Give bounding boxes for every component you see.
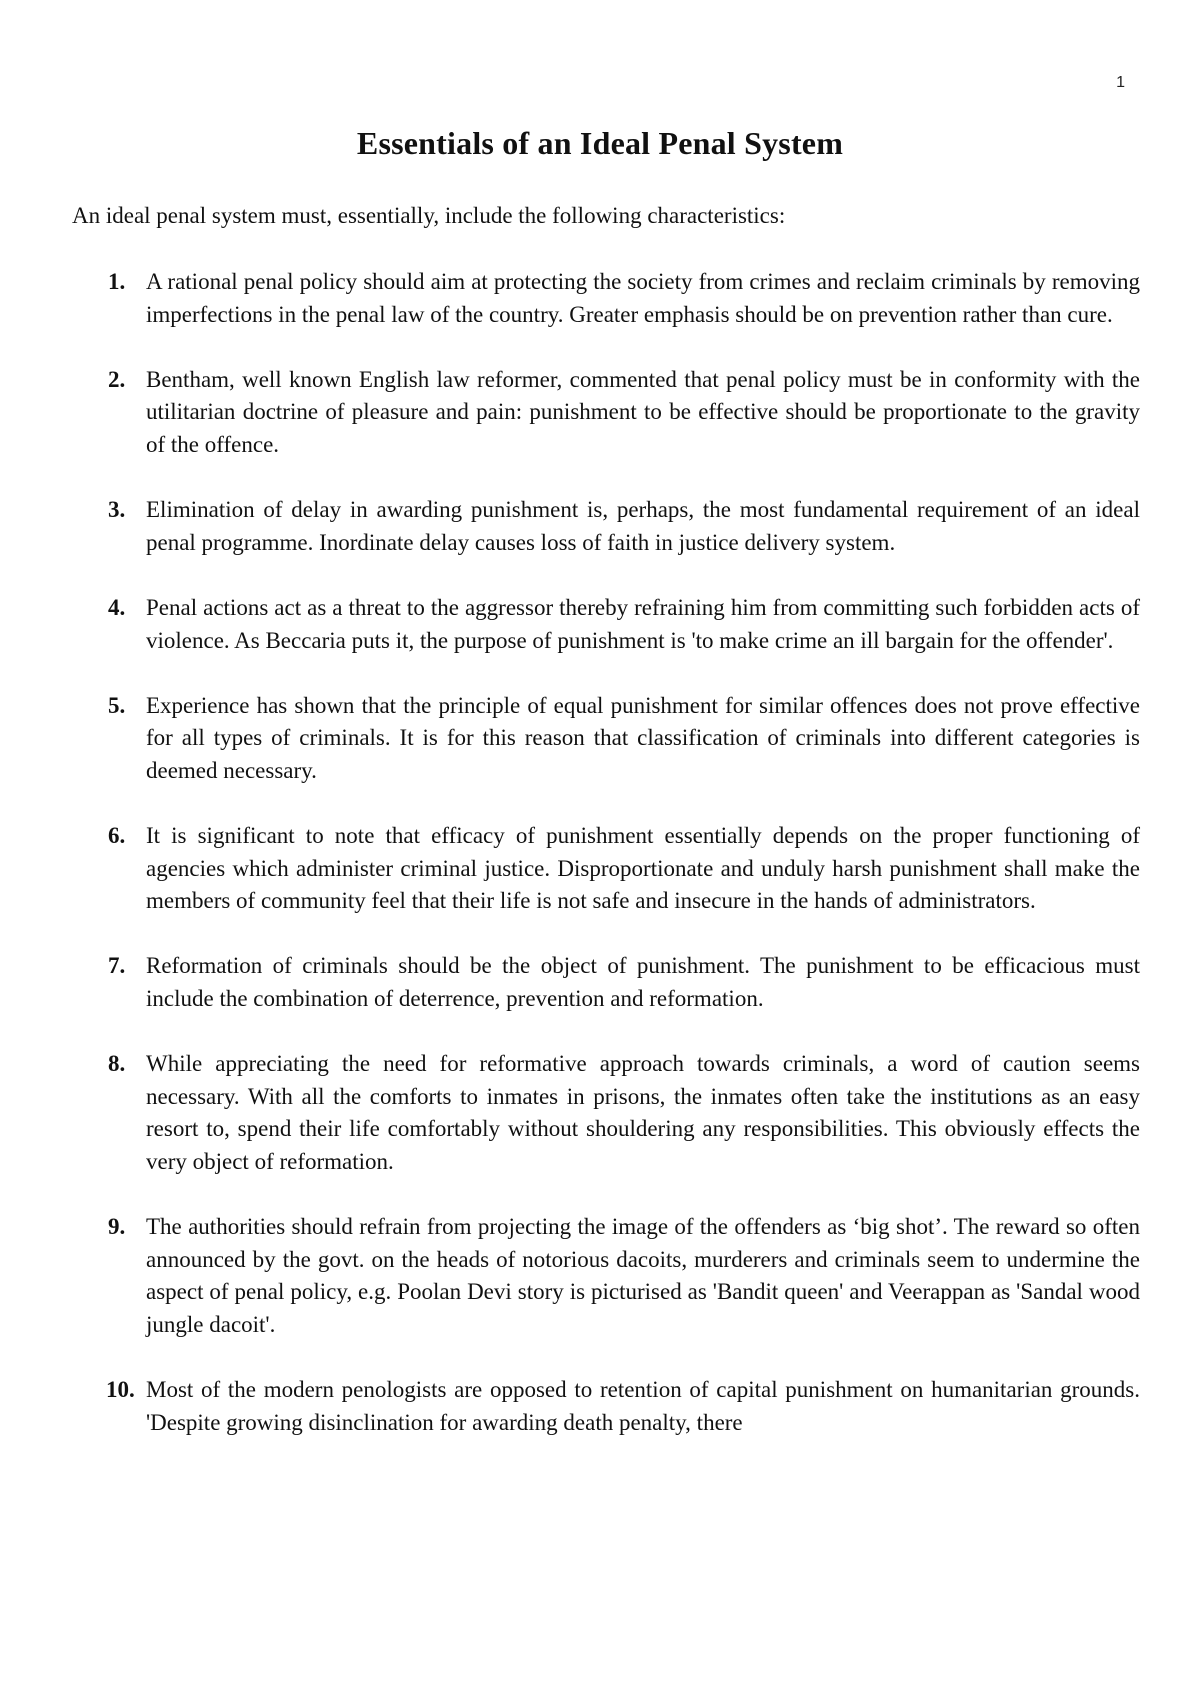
list-item [72,494,1140,559]
item-number: 2. [108,366,126,392]
list-item [72,266,1140,331]
item-text: It is significant to note that efficacy of punishment essentially depends on the proper functioning of agencies which administer criminal justice. Disproportionate and unduly harsh punishment shall make the members of community feel that their life is not safe and insecure in the hands of administrators. [146,823,1140,914]
item-number: 3. [108,497,126,523]
item-number: 4. [108,594,126,620]
item-text: Bentham, well known English law reformer, commented that penal policy must be in conformity with the utilitarian doctrine of pleasure and pain: punishment to be effective should be proportionate to the gravity of the offence. [146,366,1140,457]
item-number: 6. [108,823,126,849]
list-item [72,1374,1140,1439]
item-text: While appreciating the need for reformative approach towards criminals, a word of caution seems necessary. With all the comforts to inmates in prisons, the inmates often take the institutions as an easy resort to, spend their life comfortably without shouldering any responsibilities. This obviously effects the very object of reformation. [146,1051,1140,1175]
item-number: 1. [108,269,126,294]
document-title: Essentials of an Ideal Penal System [356,125,844,161]
item-text: Penal actions act as a threat to the aggressor thereby refraining him from committing such forbidden acts of violence. As Beccaria puts it, the purpose of punishment is 'to make crime an ill bargain for the offender'. [146,594,1140,653]
item-text: A rational penal policy should aim at protecting the society from crimes and reclaim criminals by removing imperfections in the penal law of the country. Greater emphasis should be on prevention rather than cure. [146,269,1140,327]
list-item [72,690,1140,788]
item-text: Most of the modern penologists are opposed to retention of capital punishment on humanitarian grounds. 'Despite growing disinclination for awarding death penalty, there [146,1377,1140,1435]
page-number: 1 [1116,74,1125,91]
list-item [72,820,1140,918]
list-item [72,592,1140,657]
item-text: Reformation of criminals should be the object of punishment. The punishment to be efficacious must include the combination of deterrence, prevention and reformation. [146,953,1140,1012]
item-text: Experience has shown that the principle of equal punishment for similar offences does not prove effective for all types of criminals. It is for this reason that classification of criminals into different categories is deemed necessary. [146,692,1140,783]
list-item [72,950,1140,1015]
list-item [72,364,1140,462]
characteristics-list [72,266,1140,1472]
list-item [72,1048,1140,1178]
item-number: 8. [108,1051,126,1077]
item-text: The authorities should refrain from projecting the image of the offenders as ‘big shot’. The reward so often announced by the govt. on the heads of notorious dacoits, murderers and criminals seem to undermine the aspect of penal policy, e.g. Poolan Devi story is picturised as 'Bandit queen' and Veerappan as 'Sandal wood jungle dacoit'. [146,1214,1140,1337]
item-number: 7. [108,953,126,979]
list-item [72,1211,1140,1341]
item-number: 5. [108,692,126,718]
item-number: 10. [106,1377,135,1403]
item-number: 9. [108,1214,126,1240]
item-text: Elimination of delay in awarding punishment is, perhaps, the most fundamental requirement of an ideal penal programme. Inordinate delay causes loss of faith in justice delivery system. [146,497,1140,555]
intro-paragraph: An ideal penal system must, essentially, include the following characteristics: [72,203,786,228]
